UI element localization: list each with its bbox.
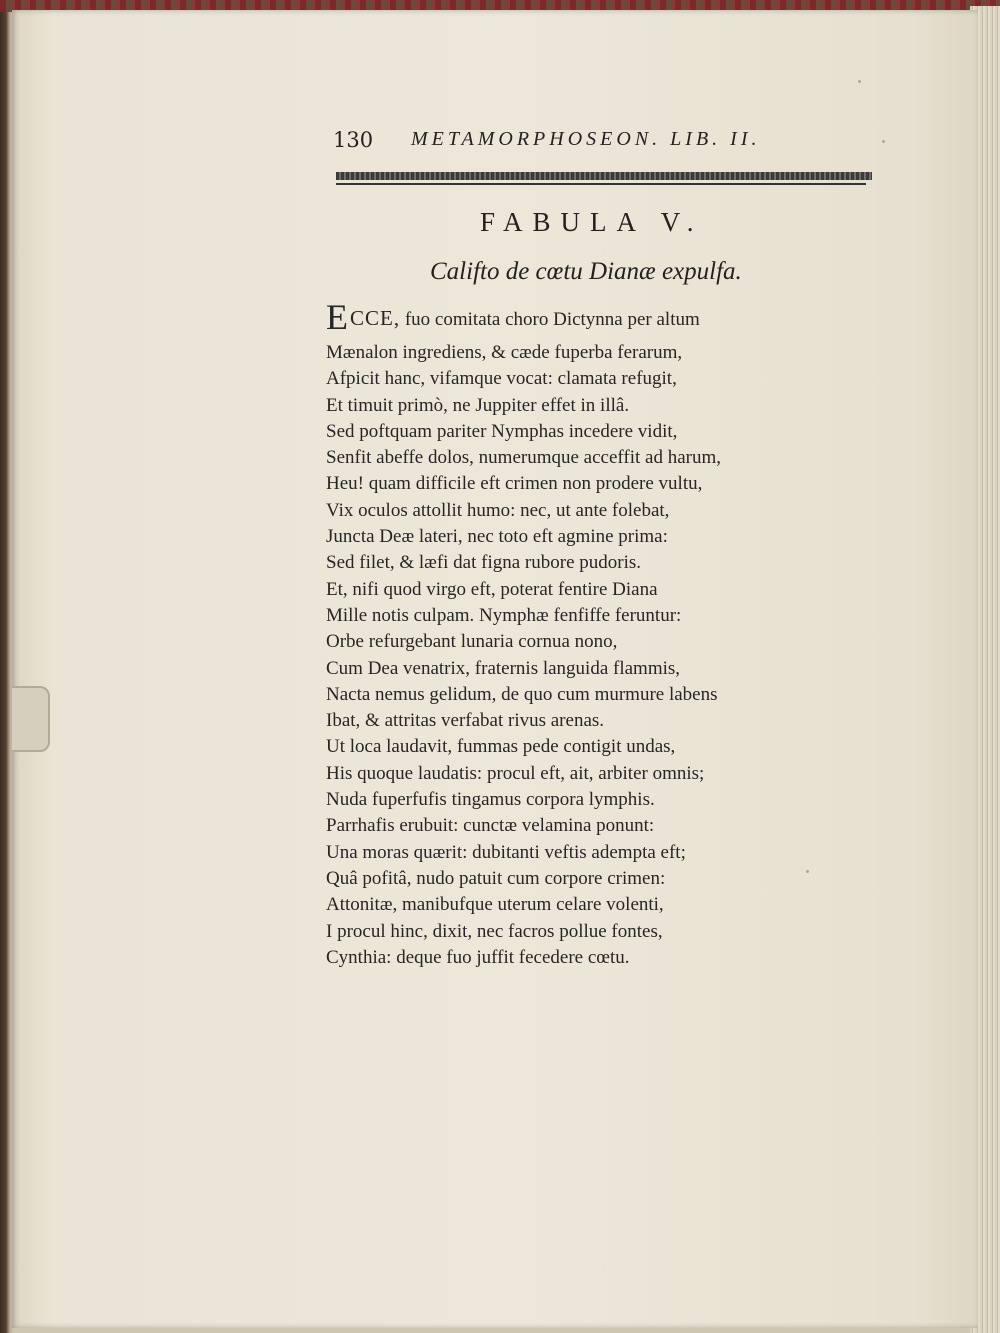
verse-line: Mænalon ingrediens, & cæde fuperba ferarum, bbox=[326, 342, 683, 363]
verse-line: Et timuit primò, ne Juppiter effet in illâ. bbox=[326, 394, 630, 416]
verse-block bbox=[326, 297, 826, 971]
verse-line: Cum Dea venatrix, fraternis languida flammis, bbox=[326, 657, 681, 679]
verse-line: Una moras quærit: dubitanti veftis adempta eft; bbox=[326, 841, 686, 863]
verse-line: Afpicit hanc, vifamque vocat: clamata refugit, bbox=[326, 368, 677, 390]
verse-line-first bbox=[326, 297, 826, 340]
running-head bbox=[333, 128, 873, 158]
verse-line: Sed poftquam pariter Nymphas incedere vidit, bbox=[326, 420, 678, 442]
verse-line: Et, nifi quod virgo eft, poterat fentire Diana bbox=[326, 578, 658, 600]
verse-line-text: fuo comitata choro Dictynna per altum bbox=[400, 309, 700, 330]
header-rule-thin bbox=[336, 183, 866, 185]
verse-line: Nuda fuperfufis tingamus corpora lymphis. bbox=[326, 789, 655, 811]
running-title: METAMORPHOSEON. LIB. II. bbox=[411, 128, 761, 150]
verse-line: Cynthia: deque fuo juffit fecedere cœtu. bbox=[326, 946, 630, 968]
verse-line: Vix oculos attollit humo: nec, ut ante folebat, bbox=[326, 499, 670, 521]
verse-line: Attonitæ, manibufque uterum celare volenti, bbox=[326, 894, 664, 916]
verse-line: Senfit abeffe dolos, numerumque acceffit ad harum, bbox=[326, 447, 721, 469]
small-caps: CCE, bbox=[350, 306, 401, 330]
paper-speck bbox=[882, 140, 885, 143]
drop-cap: E bbox=[326, 297, 348, 337]
verse-line: Juncta Deæ lateri, nec toto eft agmine prima: bbox=[326, 526, 668, 548]
verse-line: His quoque laudatis: procul eft, ait, arbiter omnis; bbox=[326, 762, 705, 784]
verse-line: Orbe refurgebant lunaria cornua nono, bbox=[326, 631, 618, 653]
header-rule-thick bbox=[336, 172, 872, 180]
verse-line: Parrhafis erubuit: cunctæ velamina ponunt: bbox=[326, 815, 655, 837]
fable-heading: FABULA V. bbox=[480, 207, 704, 237]
verse-line: Ut loca laudavit, fummas pede contigit undas, bbox=[326, 736, 676, 758]
verse-line: I procul hinc, dixit, nec facros pollue fontes, bbox=[326, 920, 663, 942]
verse-line: Mille notis culpam. Nymphæ fenfiffe feruntur: bbox=[326, 604, 682, 626]
fable-subtitle: Califto de cœtu Dianæ expulfa. bbox=[430, 258, 742, 285]
verse-line: Nacta nemus gelidum, de quo cum murmure labens bbox=[326, 683, 718, 705]
verse-line: Sed filet, & læfi dat figna rubore pudoris. bbox=[326, 552, 642, 574]
show-through-text bbox=[740, 212, 980, 238]
paper-speck bbox=[806, 870, 809, 873]
page-clip bbox=[12, 686, 50, 752]
paper-speck bbox=[858, 80, 861, 83]
page-number: 130 bbox=[333, 128, 374, 152]
verse-line: Heu! quam difficile eft crimen non prodere vultu, bbox=[326, 473, 703, 495]
verse-line: Ibat, & attritas verfabat rivus arenas. bbox=[326, 710, 605, 732]
verse-line: Quâ pofitâ, nudo patuit cum corpore crimen: bbox=[326, 867, 666, 889]
